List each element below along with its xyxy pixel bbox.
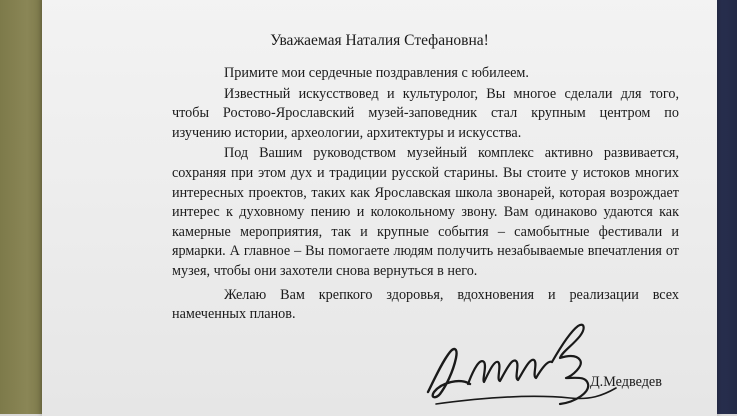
letter-sheet	[42, 0, 717, 416]
paragraph-leadership: Под Вашим руководством музейный комплекс активно развивается, сохраняя при этом дух и традиции русской старины. Вы стоите у истоков многих интересных проектов, таких как Ярославская школа звонарей, которая возрождает интерес к духовному пению и колокольному звону. Вам одинаково удаются как камерные мероприятия, так и крупные события – самобытные фестивали и ярмарки. А главное – Вы помогаете людям получить незабываемые впечатления от музея, чтобы они захотели снова вернуться в него.	[172, 145, 679, 279]
paragraph-wishes: Желаю Вам крепкого здоровья, вдохновения и реализации всех намеченных планов.	[172, 286, 679, 323]
signer-name: Д.Медведев	[590, 374, 662, 390]
paragraph-achievements: Известный искусствовед и культуролог, Вы многое сделали для того, чтобы Ростово-Ярославский музей-заповедник стал крупным центром по изучению истории, археологии, архитектуры и искусства.	[172, 85, 679, 141]
handwritten-signature	[420, 318, 635, 410]
letter-body	[172, 64, 679, 325]
letter-greeting: Уважаемая Наталия Стефановна!	[270, 32, 489, 49]
paragraph-congratulations: Примите мои сердечные поздравления с юбилеем.	[224, 65, 529, 81]
